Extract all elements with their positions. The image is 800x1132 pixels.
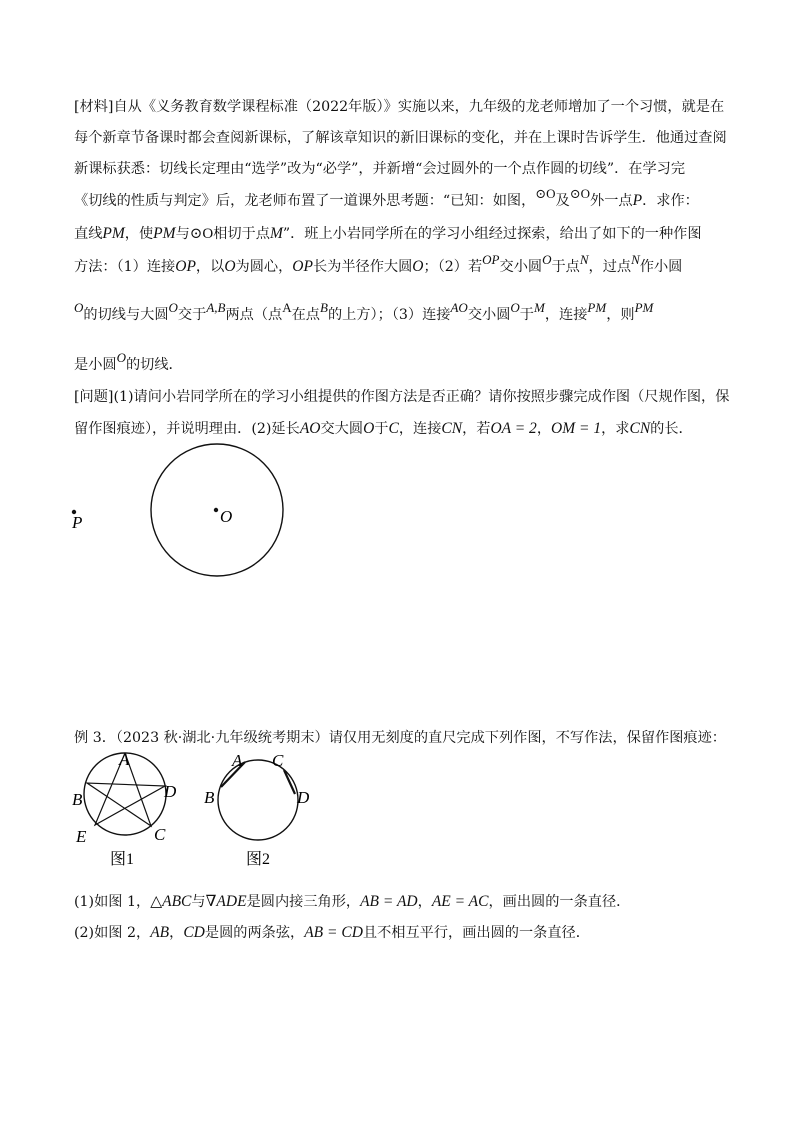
material-line-8: 是小圆O的切线．: [74, 350, 183, 373]
material-line-4: 《切线的性质与判定》后，龙老师布置了一道课外思考题：“已知：如图，⊙O及⊙O外一点P．求作：: [74, 186, 699, 209]
circle-figure: [60, 440, 320, 590]
center-point-o: [214, 508, 218, 512]
material-line-2: 每个新章节备课时都会查阅新课标，了解该章知识的新旧课标的变化，并在上课时告诉学生．他通过查阅: [74, 130, 727, 146]
example-3-header: 例 3．（2023 秋·湖北·九年级统考期末）请仅用无刻度的直尺完成下列作图，不写作法，保留作图痕迹：: [74, 730, 726, 746]
label-p: P: [72, 513, 83, 532]
question-line-2: 留作图痕迹），并说明理由．(2)延长AO交大圆O于C，连接CN，若OA = 2，OM = 1，求CN的长．: [74, 420, 693, 437]
material-line-5: 直线PM，使PM与⊙O相切于点M”．班上小岩同学所在的学习小组经过探索，给出了如下的一种作图: [74, 225, 702, 242]
example-3-q1: (1)如图 1，△ABC与∇ADE是圆内接三角形，AB = AD，AE = AC，画出圆的一条直径．: [74, 893, 631, 910]
material-line-7: O的切线与大圆O交于A,B两点（点A在点B的上方）；（3）连接AO交小圆O于M，连接PM，则PM: [74, 300, 654, 323]
fig1-label-d: D: [164, 782, 177, 801]
fig1-label-c: C: [154, 825, 166, 844]
question-line-1: [问题](1)请问小岩同学所在的学习小组提供的作图方法是否正确？请你按照步骤完成作图（尺规作图，保: [74, 389, 730, 405]
fig1-caption: 图1: [110, 851, 135, 868]
fig2-caption: 图2: [246, 851, 271, 868]
figure-1-pentagram: [70, 750, 190, 870]
fig2-label-a: A: [232, 751, 243, 770]
fig2-label-c: C: [272, 751, 284, 770]
material-line-3: 新课标获悉：切线长定理由“选学”改为“必学”，并新增“会过圆外的一个点作圆的切线”．在学习完: [74, 161, 686, 177]
example-3-q2: (2)如图 2，AB，CD是圆的两条弦，AB = CD且不相互平行，画出圆的一条直径．: [74, 924, 590, 941]
label-o: O: [220, 507, 233, 526]
fig1-label-a: A: [119, 750, 130, 769]
fig1-label-b: B: [72, 790, 83, 809]
figure-2-chords: [200, 750, 320, 870]
fig1-label-e: E: [76, 827, 87, 846]
material-line-1: [材料]自从《义务教育数学课程标准（2022年版）》实施以来，九年级的龙老师增加了一个习惯，就是在: [74, 99, 725, 115]
fig2-label-d: D: [297, 788, 310, 807]
fig2-label-b: B: [204, 788, 215, 807]
material-line-6: 方法：（1）连接OP，以O为圆心，OP长为半径作大圆O；（2）若OP交小圆O于点N，过点N作小圆: [74, 252, 683, 275]
